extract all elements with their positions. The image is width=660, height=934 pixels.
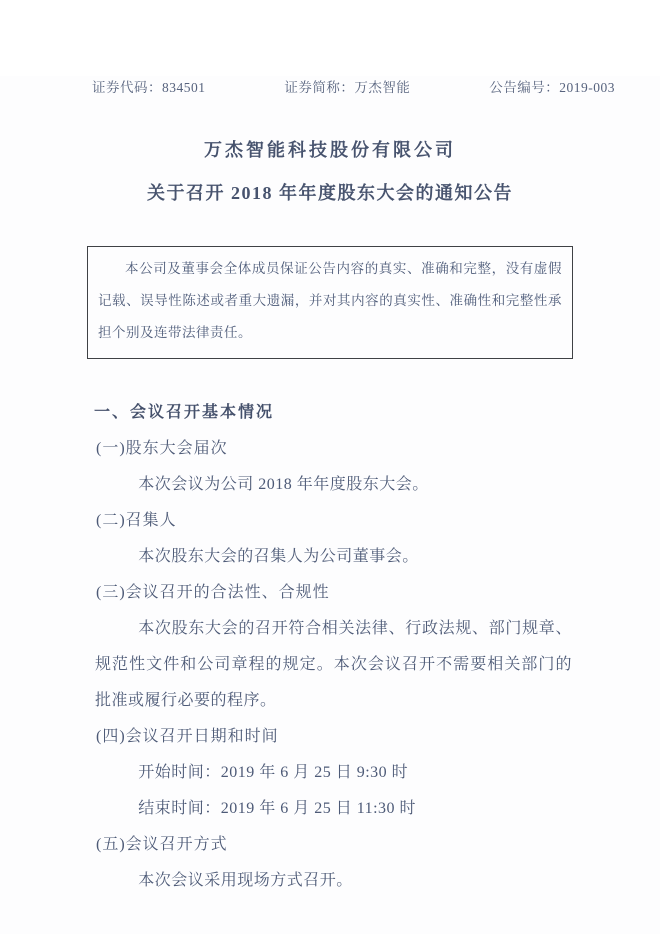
item-2-paragraph: 本次股东大会的召集人为公司董事会。 — [138, 548, 419, 565]
item-3-label: (三)会议召开的合法性、合规性 — [96, 584, 330, 601]
stock-code-field — [92, 76, 206, 96]
announcement-document-page — [0, 76, 660, 934]
company-name-title: 万杰智能科技股份有限公司 — [204, 140, 456, 160]
announcement-no-value: 2019-003 — [559, 80, 615, 95]
announcement-no-label: 公告编号： — [489, 80, 560, 95]
stock-name-field — [284, 76, 410, 96]
item-1-label: (一)股东大会届次 — [96, 440, 228, 457]
item-5-label: (五)会议召开方式 — [96, 836, 228, 853]
item-1-paragraph: 本次会议为公司 2018 年年度股东大会。 — [138, 476, 429, 493]
board-disclaimer-text: 本公司及董事会全体成员保证公告内容的真实、准确和完整，没有虚假记载、误导性陈述或者重大遗漏，并对其内容的真实性、准确性和完整性承担个别及连带法律责任。 — [98, 261, 562, 340]
item-2-label: (二)召集人 — [96, 512, 177, 529]
announcement-title: 关于召开 2018 年年度股东大会的通知公告 — [147, 183, 513, 203]
document-title — [0, 136, 660, 205]
announcement-no-field — [489, 76, 615, 96]
stock-name-label: 证券简称： — [284, 80, 355, 95]
item-4-paragraph-start-time: 开始时间：2019 年 6 月 25 日 9:30 时 — [138, 764, 409, 781]
board-disclaimer-box — [87, 246, 573, 359]
stock-code-value: 834501 — [162, 80, 206, 95]
item-4-paragraph-end-time: 结束时间：2019 年 6 月 25 日 11:30 时 — [138, 800, 417, 817]
item-3-paragraph: 本次股东大会的召开符合相关法律、行政法规、部门规章、规范性文件和公司章程的规定。本次会议召开不需要相关部门的批准或履行必要的程序。 — [95, 620, 572, 709]
stock-name-value: 万杰智能 — [354, 80, 411, 95]
item-5-paragraph: 本次会议采用现场方式召开。 — [138, 872, 353, 889]
item-4-label: (四)会议召开日期和时间 — [96, 728, 279, 745]
section-1-heading: 一、会议召开基本情况 — [94, 404, 275, 421]
document-header — [92, 76, 615, 96]
stock-code-label: 证券代码： — [92, 80, 162, 95]
document-body — [0, 394, 660, 899]
